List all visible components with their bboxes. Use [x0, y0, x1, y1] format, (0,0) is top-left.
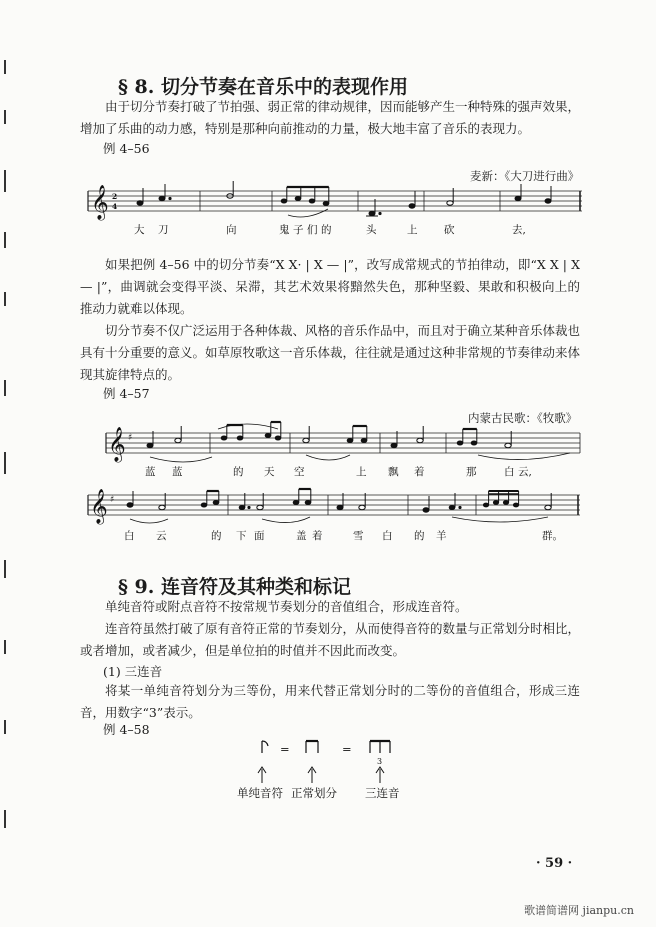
- lyric-syllable: 群。: [542, 530, 563, 542]
- section-9-paragraph-2: 连音符虽然打破了原有音符正常的节奏划分，从而使得音符的数量与正常划分时相比，或者增加，或者减少，但是单位拍的时值并不因此而改变。: [80, 621, 581, 658]
- lyric-syllable: 空: [294, 466, 305, 478]
- music-staff-4-56: [0, 185, 656, 245]
- lyric-syllable: 向: [226, 224, 237, 236]
- section-8-paragraph-2: 如果把例 4–56 中的切分节奏“X X· | X — |”，改写成常规式的节拍律动，即“X X | X — |”，曲调就会变得平淡、呆滞，其艺术效果将黯然失色，那种坚毅、果敢和积极向上的推动力就难以体现。: [80, 257, 580, 316]
- equals-sign: =: [342, 742, 352, 756]
- lyric-syllable: 的: [414, 530, 425, 542]
- music-staff-4-57-line-1: [0, 425, 656, 481]
- lyric-syllable: 鬼: [279, 224, 290, 236]
- lyric-syllable: 上: [407, 224, 418, 236]
- watermark: 歌谱简谱网 jianpu.cn: [524, 904, 634, 917]
- lyric-syllable: 飘: [388, 466, 399, 478]
- lyric-syllable: 云,: [518, 466, 532, 478]
- lyric-syllable: 白: [504, 466, 515, 478]
- treble-clef-icon: 𝄞: [90, 489, 108, 524]
- lyric-syllable: 的: [321, 224, 332, 236]
- music-staff-4-57-line-2: [0, 487, 656, 545]
- lyric-syllable: 们: [307, 224, 318, 236]
- page-number: · 59 ·: [536, 856, 573, 871]
- example-4-57-label: 例 4–57: [103, 386, 150, 401]
- diagram-label: 单纯音符: [237, 786, 283, 800]
- triplet-number: 3: [377, 757, 383, 766]
- example-4-56-credit: 麦新：《大刀进行曲》: [470, 169, 580, 183]
- margin-mark: [4, 60, 6, 74]
- lyric-syllable: 面: [254, 530, 265, 542]
- example-4-57-credit: 内蒙古民歌：《牧歌》: [468, 411, 578, 425]
- margin-mark: [4, 720, 6, 734]
- margin-mark: [4, 110, 6, 124]
- section-8-paragraph-3: 切分节奏不仅广泛运用于各种体裁、风格的音乐作品中，而且对于确立某种音乐体裁也具有十分重要的意义。如草原牧歌这一音乐体裁，往往就是通过这种非常规的节奏律动来体现其旋律特点的。: [80, 323, 581, 382]
- lyric-syllable: 雪: [353, 530, 364, 542]
- lyric-syllable: 上: [356, 466, 367, 478]
- triplet-diagram: [0, 735, 656, 805]
- margin-mark: [4, 380, 6, 396]
- svg-text:2: 2: [112, 192, 118, 201]
- lyric-syllable: 着: [312, 530, 323, 542]
- lyric-syllable: 头: [366, 224, 377, 236]
- lyric-syllable: 白: [124, 530, 135, 542]
- example-4-56-label: 例 4–56: [103, 141, 150, 156]
- lyric-syllable: 天: [264, 466, 275, 478]
- treble-clef-icon: 𝄞: [91, 185, 109, 220]
- diagram-label: 正常划分: [291, 786, 337, 800]
- lyric-syllable: 盖: [296, 530, 307, 542]
- lyric-syllable: 子: [293, 224, 304, 236]
- lyric-syllable: 云: [156, 530, 167, 542]
- margin-mark: [4, 560, 6, 578]
- section-8-title: § 8. 切分节奏在音乐中的表现作用: [118, 76, 409, 98]
- lyric-syllable: 那: [466, 466, 477, 478]
- treble-clef-icon: 𝄞: [108, 427, 126, 462]
- lyric-syllable: 砍: [444, 224, 455, 236]
- lyric-syllable: 羊: [436, 530, 447, 542]
- margin-mark: [4, 640, 6, 654]
- triplet-sub-heading: (1) 三连音: [103, 664, 163, 679]
- svg-text:♯: ♯: [128, 433, 133, 443]
- svg-text:4: 4: [112, 202, 118, 211]
- lyric-syllable: 着: [414, 466, 425, 478]
- margin-mark: [4, 810, 6, 828]
- lyric-syllable: 去,: [512, 224, 526, 236]
- equals-sign: =: [280, 742, 290, 756]
- section-8-paragraph-1: 由于切分节奏打破了节拍强、弱正常的律动规律，因而能够产生一种特殊的强声效果，增加了乐曲的动力感，特别是那种向前推动的力量，极大地丰富了音乐的表现力。: [80, 99, 581, 136]
- section-9-paragraph-3: 将某一单纯音符划分为三等份，用来代替正常划分时的二等份的音值组合，形成三连音，用数字“3”表示。: [80, 683, 580, 720]
- lyric-syllable: 刀: [158, 224, 169, 236]
- section-9-paragraph-1: 单纯音符或附点音符不按常规节奏划分的音值组合，形成连音符。: [105, 599, 468, 614]
- lyric-syllable: 蓝: [172, 466, 183, 478]
- margin-mark: [4, 292, 6, 306]
- lyric-syllable: 蓝: [145, 466, 156, 478]
- lyric-syllable: 白: [382, 530, 393, 542]
- section-9-title: § 9. 连音符及其种类和标记: [118, 576, 352, 598]
- diagram-label: 三连音: [365, 786, 400, 800]
- example-4-58-label: 例 4–58: [103, 722, 150, 737]
- lyric-syllable: 的: [211, 530, 222, 542]
- lyric-syllable: 下: [236, 530, 247, 542]
- svg-text:♯: ♯: [110, 495, 115, 505]
- lyric-syllable: 大: [134, 224, 145, 236]
- lyric-syllable: 的: [233, 466, 244, 478]
